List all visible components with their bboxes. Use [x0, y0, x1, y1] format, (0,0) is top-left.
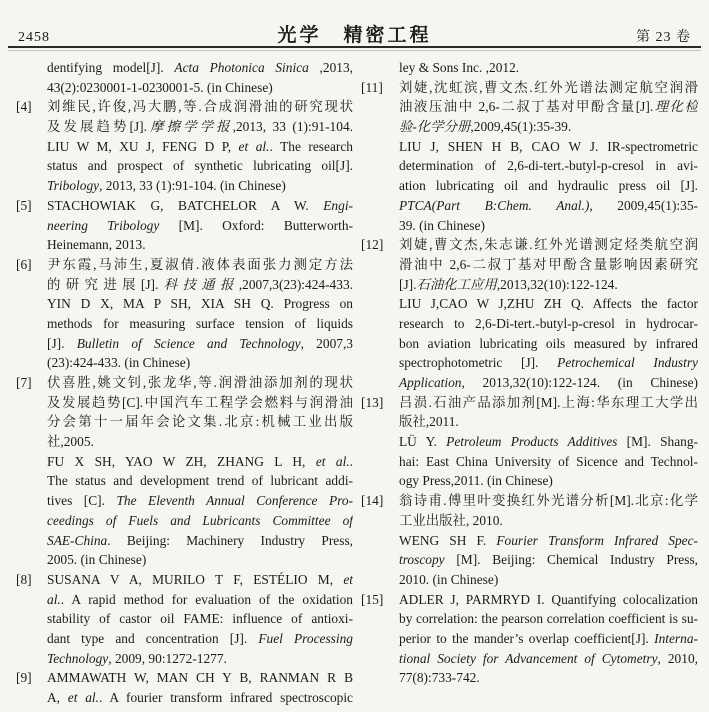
reference-line: Heinemann, 2013. [47, 237, 146, 253]
reference-line: Tribology, 2013, 33 (1):91-104. (in Chinese) [47, 178, 286, 194]
italic-title-segment: al. [47, 591, 61, 607]
reference-line: PTCA(Part B:Chem. Anal.), 2009,45(1):35- [399, 197, 698, 213]
reference-line: 77(8):733-742. [399, 670, 480, 686]
reference-line: [5] STACHOWIAK G, BATCHELOR A W. Engi- [16, 196, 353, 216]
reference-line: [8] SUSANA V A, MURILO T F, ESTÉLIO M, et [16, 570, 353, 590]
reference-line: 社,2005. [47, 434, 94, 450]
reference-line: WENG SH F. Fourier Transform Infrared Spec- [399, 532, 698, 548]
italic-title-segment: Fourier Transform Infrared Spec- [496, 532, 698, 548]
reference-line: ley & Sons Inc. ,2012. [399, 60, 520, 75]
reference-line: [6] 尹东霞,马沛生,夏淑倩.液体表面张力测定方法 [16, 255, 353, 275]
italic-title-segment: Acta Photonica Sinica [174, 60, 309, 75]
reference-number: [9] [16, 670, 32, 686]
reference-line: 39. (in Chinese) [399, 217, 485, 233]
italic-title-segment: ceedings of Fuels and Lubricants Committee of [47, 512, 353, 528]
italic-title-segment: Fuel Processing [258, 630, 353, 646]
reference-line: SAE-China. Beijing: Machinery Industry Press, [47, 532, 353, 548]
reference-line: stability of castor oil FAME: influence of antioxi- [47, 611, 353, 627]
italic-title-segment: et [343, 571, 353, 587]
reference-line: 油液压油中 2,6-二叔丁基对甲酚含量[J].理化检 [399, 99, 698, 115]
reference-line: research to 2,6-Di-tert.-butyl-p-cresol in hydrocar- [399, 315, 698, 331]
reference-line: LIU J,CAO W J,ZHU ZH Q. Affects the factor [399, 296, 698, 312]
reference-number: [6] [16, 256, 32, 272]
reference-line: troscopy [M]. Beijing: Chemical Industry Press, [399, 552, 698, 568]
header-rule-shadow [8, 50, 701, 51]
reference-number: [8] [16, 571, 32, 587]
italic-title-segment: troscopy [399, 552, 445, 568]
italic-title-segment: Technology [47, 650, 109, 666]
page-header [18, 20, 691, 46]
reference-line: [9] AMMAWATH W, MAN CH Y B, RANMAN R B [16, 668, 353, 688]
reference-line: bon aviation lubricating oils measured by infrared [399, 335, 698, 351]
italic-title-segment: Application [399, 375, 462, 390]
reference-line: 滑油中 2,6-二叔丁基对甲酚含量影响因素研究 [399, 256, 698, 272]
reference-line: perior to the mander’s overlap coefficient[J]. Interna- [399, 630, 698, 646]
reference-line: neering Tribology [M]. Oxford: Butterworth- [47, 217, 353, 233]
reference-line: dant type and concentration [J]. Fuel Processing [47, 630, 353, 646]
italic-title-segment: 理化检 [653, 99, 698, 115]
italic-title-segment: 验-化学分册 [399, 119, 471, 135]
journal-title: 光学 精密工程 [277, 25, 432, 46]
reference-line: A, et al.. A fourier transform infrared spectroscopic [47, 690, 353, 705]
reference-line: 2005. (in Chinese) [47, 552, 147, 568]
reference-line: [11] 刘婕,沈虹滨,曹文杰.红外光谱法测定航空润滑 [361, 78, 698, 98]
reference-line: [13] 吕涢.石油产品添加剂[M].上海:华东理工大学出 [361, 393, 698, 413]
reference-line: 的研究进展[J].科技通报,2007,3(23):424-433. [47, 276, 353, 292]
reference-line [16, 511, 353, 531]
italic-title-segment: tional Society for Advancement of Cytometry [399, 650, 658, 666]
reference-line: 版社,2011. [399, 414, 459, 430]
italic-title-segment: et al. [67, 690, 99, 705]
reference-number: [11] [361, 79, 383, 95]
italic-title-segment: Interna- [654, 630, 698, 646]
reference-line: 及发展趋势[C].中国汽车工程学会燃料与润滑油 [47, 394, 353, 410]
references-column-right [361, 58, 698, 688]
reference-number: [13] [361, 394, 384, 410]
reference-line: LIU J, SHEN H B, CAO W J. IR-spectrometric [399, 138, 698, 154]
reference-line: al.. A rapid method for evaluation of the oxidation [47, 591, 353, 607]
reference-line: tional Society for Advancement of Cytometry, 2010, [399, 650, 698, 666]
reference-line: 2010. (in Chinese) [399, 571, 499, 587]
reference-line: [14] 翁诗甫.傅里叶变换红外光谱分析[M].北京:化学 [361, 491, 698, 511]
reference-line: [12] 刘婕,曹文杰,朱志谦.红外光谱测定烃类航空润 [361, 235, 698, 255]
italic-title-segment: SAE-China [47, 532, 108, 548]
reference-line: [J]. Bulletin of Science and Technology, 2007,3 [47, 335, 353, 351]
reference-line: 工业出版社, 2010. [399, 512, 503, 528]
italic-title-segment: The Eleventh Annual Conference Pro- [116, 493, 353, 509]
italic-title-segment: Bulletin of Science and Technology [76, 335, 301, 351]
reference-number: [15] [361, 591, 384, 607]
reference-line: [J].石油化工应用,2013,32(10):122-124. [399, 276, 618, 292]
reference-line: determination of 2,6-di-tert.-butyl-p-cresol in avi- [399, 158, 698, 174]
italic-title-segment: 摩擦学学报 [146, 119, 233, 135]
reference-line: 43(2):0230001-1-0230001-5. (in Chinese) [47, 79, 273, 95]
italic-title-segment: Tribology [47, 178, 100, 194]
reference-line: 及发展趋势[J].摩擦学学报,2013, 33 (1):91-104. [47, 119, 353, 135]
italic-title-segment: et al. [315, 453, 350, 469]
reference-number: [5] [16, 197, 32, 213]
italic-title-segment: 科技通报 [158, 276, 239, 292]
reference-line: ogy Press,2011. (in Chinese) [399, 473, 553, 489]
italic-title-segment: et al. [238, 138, 270, 154]
reference-number: [7] [16, 375, 32, 390]
reference-line: hai: East China University of Sicence and Technol- [399, 453, 698, 469]
italic-title-segment: Petroleum Products Additives [446, 434, 618, 450]
header-rule [8, 46, 701, 48]
italic-title-segment: neering Tribology [47, 217, 160, 233]
reference-line: YIN D X, MA P SH, XIA SH Q. Progress on [47, 296, 353, 312]
reference-line: 验-化学分册,2009,45(1):35-39. [399, 119, 572, 135]
reference-line: [7] 伏喜胜,姚文钊,张龙华,等.润滑油添加剂的现状 [16, 373, 353, 393]
reference-line: (23):424-433. (in Chinese) [47, 355, 191, 371]
reference-line: status and prospect of synthetic lubricating oil[J]. [47, 158, 353, 174]
page-number: 2458 [18, 30, 50, 45]
reference-number: [4] [16, 99, 32, 115]
reference-line: [4] 刘维民,许俊,冯大鹏,等.合成润滑油的研究现状 [16, 97, 353, 117]
reference-number: [12] [361, 237, 384, 253]
reference-line: FU X SH, YAO W ZH, ZHANG L H, et al.. [47, 453, 353, 469]
reference-line: ation lubricating oil and hydraulic press oil [J]. [399, 178, 698, 194]
reference-line: 分会第十一届年会论文集.北京:机械工业出版 [47, 414, 353, 430]
references-column-left [16, 58, 353, 708]
italic-title-segment: 石油化工应用 [416, 276, 497, 292]
reference-line: Technology, 2009, 90:1272-1277. [47, 650, 227, 666]
reference-line: LIU W M, XU J, FENG D P, et al.. The research [47, 138, 353, 154]
reference-line: spectrophotometric [J]. Petrochemical Industry [399, 355, 698, 371]
reference-line: [15] ADLER J, PARMRYD I. Quantifying colocalization [361, 590, 698, 610]
reference-number: [14] [361, 493, 384, 509]
italic-title-segment: Petrochemical Industry [557, 355, 698, 371]
reference-line: by correlation: the pearson correlation coefficient is su- [399, 611, 698, 627]
italic-title-segment: PTCA(Part B:Chem. Anal.) [399, 197, 590, 213]
reference-line: tives [C]. The Eleventh Annual Conference Pro- [47, 493, 353, 509]
reference-line: The status and development trend of lubricant addi- [47, 473, 353, 489]
reference-line: LÜ Y. Petroleum Products Additives [M]. Shang- [399, 434, 698, 450]
reference-line: methods for measuring surface tension of liquids [47, 315, 353, 331]
italic-title-segment: Engi- [323, 197, 353, 213]
reference-line: Application, 2013,32(10):122-124. (in Chinese) [399, 375, 698, 390]
volume-label: 第 23 卷 [636, 30, 691, 45]
reference-line: dentifying model[J]. Acta Photonica Sinica ,2013, [47, 60, 353, 75]
